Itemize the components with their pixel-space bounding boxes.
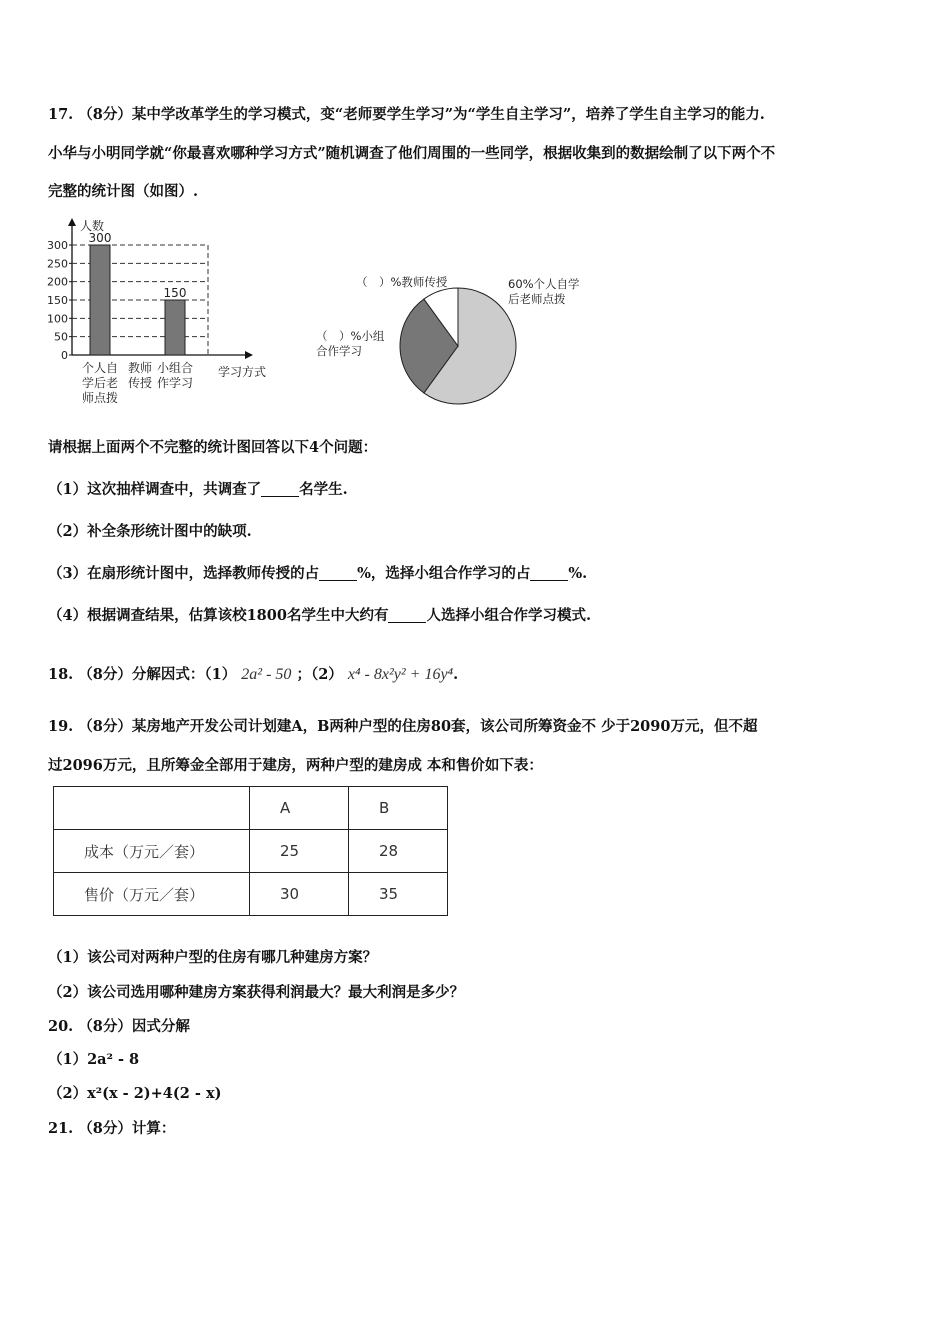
q17-line3: 完整的统计图（如图）.: [48, 183, 199, 200]
q18-prefix: 18. （8分）分解因式：（1）: [48, 666, 237, 683]
x-tick-label: 教师: [127, 361, 153, 375]
q17-line2: 小华与小明同学就“你最喜欢哪种学习方式”随机调查了他们周围的一些同学，根据收集到的数据绘制了以下两个不: [48, 145, 776, 162]
x-axis-arrow-icon: [245, 351, 253, 359]
y-tick-label: 0: [61, 349, 68, 362]
answer-blank: [319, 566, 357, 582]
y-tick-label: 200: [47, 275, 68, 289]
table-cell: 30: [250, 873, 349, 916]
pie-chart: [312, 258, 602, 408]
table-cell: 25: [250, 830, 349, 873]
bar-value-label: 300: [88, 231, 112, 245]
answer-blank: [530, 566, 568, 582]
q19-line2: 过2096万元，且所筹金全部用于建房，两种户型的建房成 本和售价如下表：: [48, 757, 543, 774]
table-row: [54, 787, 448, 830]
y-axis-label: 人数: [80, 219, 105, 233]
q17-prompt: 请根据上面两个不完整的统计图回答以下4个问题：: [48, 439, 378, 456]
q17-sub1-text: （1）这次抽样调查中，共调查了: [48, 481, 262, 498]
bar-chart: [40, 210, 290, 410]
q17-sub4: [48, 604, 591, 625]
x-tick-label: 作学习: [156, 376, 194, 390]
q19-sub1: （1）该公司对两种户型的住房有哪几种建房方案？: [48, 949, 378, 966]
q18-expr2: x⁴ - 8x²y² + 16y⁴: [347, 666, 454, 683]
x-axis-label: 学习方式: [218, 365, 267, 379]
table-cell: 35: [349, 873, 448, 916]
table-cell: A: [250, 787, 349, 830]
pie-label: 合作学习: [316, 344, 362, 358]
y-tick-label: 250: [47, 257, 68, 271]
y-axis-arrow-icon: [68, 218, 76, 226]
cost-price-table: [53, 786, 448, 916]
q17-sub3-text: （3）在扇形统计图中，选择教师传授的占: [48, 565, 320, 582]
q17-sub2: （2）补全条形统计图中的缺项.: [48, 523, 252, 540]
q17-sub1: [48, 478, 348, 499]
y-tick-label: 50: [54, 330, 68, 344]
q21-title: 21. （8分）计算：: [48, 1120, 176, 1137]
q19-line1: 19. （8分）某房地产开发公司计划建A，B两种户型的住房80套，该公司所筹资金不 少于2090万元，但不超: [48, 718, 758, 735]
answer-blank: [388, 608, 426, 624]
q18-mid: ；（2）: [296, 666, 343, 683]
y-tick-label: 300: [47, 239, 68, 252]
x-tick-label: 个人自: [81, 361, 119, 375]
x-tick-label: 师点拨: [81, 391, 119, 405]
y-tick-label: 100: [47, 312, 68, 326]
q17-sub3: [48, 562, 587, 583]
q20-sub2: （2）x²(x - 2)+4(2 - x): [48, 1085, 222, 1102]
q17-sub1-tail: 名学生.: [299, 481, 348, 498]
q17-sub3-tail: %.: [568, 565, 588, 582]
pie-label: （ ）%教师传授: [356, 275, 448, 289]
table-cell: 成本（万元／套）: [54, 830, 250, 873]
pie-label: （ ）%小组: [316, 329, 385, 343]
q17-line1: 17. （8分）某中学改革学生的学习模式，变“老师要学生学习”为“学生自主学习”，培养了学生自主学习的能力.: [48, 106, 765, 123]
answer-blank: [261, 482, 299, 498]
q18-line: [48, 663, 458, 684]
x-tick-label: 小组合: [156, 361, 194, 375]
q17-sub4-tail: 人选择小组合作学习模式.: [426, 607, 592, 624]
q20-sub1: （1）2a² - 8: [48, 1051, 140, 1068]
table-cell: 售价（万元／套）: [54, 873, 250, 916]
q17-sub3-mid: %，选择小组合作学习的占: [357, 565, 531, 582]
bar: [90, 245, 110, 355]
table-cell: B: [349, 787, 448, 830]
table-cell: [54, 787, 250, 830]
q18-end: .: [453, 666, 459, 683]
bar: [165, 300, 185, 355]
table-row: [54, 830, 448, 873]
q17-sub4-text: （4）根据调查结果，估算该校1800名学生中大约有: [48, 607, 389, 624]
pie-label: 60%个人自学: [508, 277, 580, 291]
q20-title: 20. （8分）因式分解: [48, 1018, 190, 1035]
bar-value-label: 150: [163, 286, 187, 300]
y-tick-label: 150: [47, 294, 68, 307]
pie-label: 后老师点拨: [508, 292, 566, 306]
x-tick-label: 传授: [127, 376, 153, 390]
q18-expr1: 2a² - 50: [241, 666, 292, 683]
x-tick-label: 学后老: [81, 376, 119, 390]
table-cell: 28: [349, 830, 448, 873]
table-row: [54, 873, 448, 916]
q19-sub2: （2）该公司选用哪种建房方案获得利润最大？最大利润是多少？: [48, 984, 465, 1001]
